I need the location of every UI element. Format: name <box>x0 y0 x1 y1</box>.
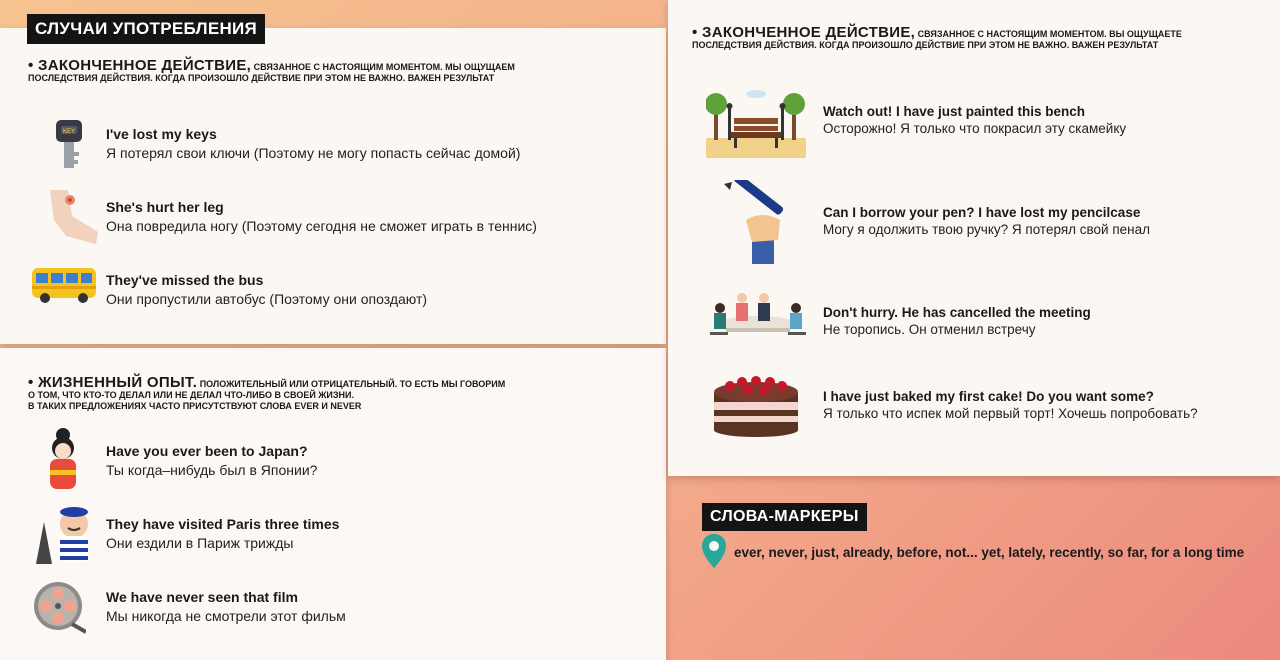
film-reel-icon <box>32 580 86 639</box>
section1-desc1: СВЯЗАННОЕ С НАСТОЯЩИМ МОМЕНТОМ. МЫ ОЩУЩАЕМ <box>253 62 515 72</box>
key-icon <box>52 116 88 177</box>
example-russian: Они ездили в Париж трижды <box>106 535 294 551</box>
example-russian: Могу я одолжить твою ручку? Я потерял свой пенал <box>823 222 1150 237</box>
example-english: Don't hurry. He has cancelled the meeting <box>823 305 1091 320</box>
example-english: She's hurt her leg <box>106 199 224 215</box>
example-russian: Я потерял свои ключи (Поэтому не могу попасть сейчас домой) <box>106 145 521 161</box>
japanese-doll-icon <box>46 426 80 499</box>
section1-heading <box>28 57 515 84</box>
section2-title: • ЖИЗНЕННЫЙ ОПЫТ. <box>28 374 198 391</box>
section2-heading <box>28 374 506 412</box>
section2-desc2: О ТОМ, ЧТО КТО-ТО ДЕЛАЛ ИЛИ НЕ ДЕЛАЛ ЧТО-ЛИБО В СВОЕЙ ЖИЗНИ. <box>28 390 355 400</box>
meeting-icon <box>706 288 808 355</box>
section1-title: • ЗАКОНЧЕННОЕ ДЕЙСТВИЕ, <box>28 57 252 74</box>
example-russian: Она повредила ногу (Поэтому сегодня не сможет играть в теннис) <box>106 218 537 234</box>
example-russian: Мы никогда не смотрели этот фильм <box>106 608 346 624</box>
section2-desc1: ПОЛОЖИТЕЛЬНЫЙ ИЛИ ОТРИЦАТЕЛЬНЫЙ. ТО ЕСТЬ МЫ ГОВОРИМ <box>199 379 506 389</box>
section1-desc2: ПОСЛЕДСТВИЯ ДЕЙСТВИЯ. КОГДА ПРОИЗОШЛО ДЕЙСТВИЕ ПРИ ЭТОМ НЕ ВАЖНО. ВАЖЕН РЕЗУЛЬТАТ <box>28 73 495 83</box>
svg-text:KEY: KEY <box>62 129 76 135</box>
section3-desc2: ПОСЛЕДСТВИЯ ДЕЙСТВИЯ. КОГДА ПРОИЗОШЛО ДЕЙСТВИЕ ПРИ ЭТОМ НЕ ВАЖНО. ВАЖЕН РЕЗУЛЬТАТ <box>692 40 1159 50</box>
section2-desc3: В ТАКИХ ПРЕДЛОЖЕНИЯХ ЧАСТО ПРИСУТСТВУЮТ СЛОВА EVER И NEVER <box>28 401 362 411</box>
example-russian: Они пропустили автобус (Поэтому они опоздают) <box>106 291 428 307</box>
pen-hand-icon <box>722 180 792 271</box>
example-russian: Не торопись. Он отменил встречу <box>823 322 1036 337</box>
example-english: Watch out! I have just painted this bench <box>823 104 1086 119</box>
location-pin-icon <box>702 534 726 575</box>
example-english: They've missed the bus <box>106 272 264 288</box>
example-english: Have you ever been to Japan? <box>106 443 308 459</box>
example-english: I have just baked my first cake! Do you want some? <box>823 389 1154 404</box>
section3-heading <box>692 24 1182 51</box>
marker-words: ever, never, just, already, before, not... yet, lately, recently, so far, for a long time <box>734 545 1245 560</box>
section3-desc1: СВЯЗАННОЕ С НАСТОЯЩИМ МОМЕНТОМ. ВЫ ОЩУЩАЕТЕ <box>917 29 1182 39</box>
example-english: They have visited Paris three times <box>106 516 340 532</box>
bus-icon <box>30 266 98 311</box>
paris-traveler-icon <box>30 502 100 571</box>
example-english: We have never seen that film <box>106 589 298 605</box>
cake-icon <box>708 372 804 443</box>
example-english: Can I borrow your pen? I have lost my pencilcase <box>823 205 1141 220</box>
section3-title: • ЗАКОНЧЕННОЕ ДЕЙСТВИЕ, <box>692 24 916 41</box>
example-english: I've lost my keys <box>106 126 217 142</box>
markers-tag: СЛОВА-МАРКЕРЫ <box>702 503 867 531</box>
example-russian: Я только что испек мой первый торт! Хочешь попробовать? <box>823 406 1198 421</box>
example-russian: Осторожно! Я только что покрасил эту скамейку <box>823 121 1127 136</box>
leg-icon <box>42 186 102 253</box>
park-bench-icon <box>706 82 806 163</box>
usage-cases-tag: СЛУЧАИ УПОТРЕБЛЕНИЯ <box>27 14 265 44</box>
example-russian: Ты когда–нибудь был в Японии? <box>106 462 318 478</box>
